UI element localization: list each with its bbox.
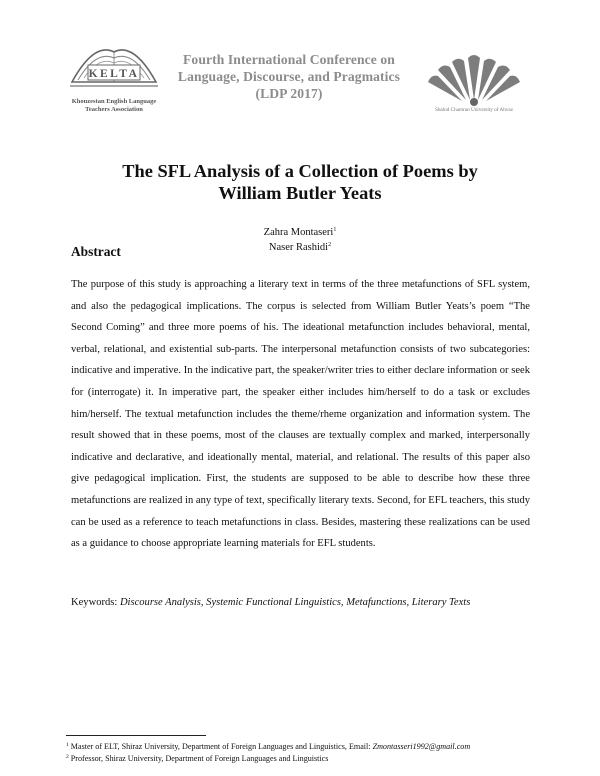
keywords-list: Discourse Analysis, Systemic Functional Linguistics, Metafunctions, Literary Texts [119, 597, 471, 608]
paper-title [40, 160, 560, 204]
paper-title-line1: The SFL Analysis of a Collection of Poems by [122, 161, 478, 181]
kelta-book-icon [64, 38, 164, 96]
conference-title-line1: Fourth International Conference on [183, 52, 395, 67]
footnote-2 [66, 752, 470, 764]
conference-title-line2: Language, Discourse, and Pragmatics [177, 69, 401, 84]
footnote-email-link[interactable]: Zmontasseri1992@gmail.com [372, 742, 471, 751]
footnotes [66, 740, 470, 764]
kelta-logo-text: KELTA [88, 68, 140, 80]
conference-title-line3: (LDP 2017) [255, 86, 323, 101]
author-1 [0, 224, 600, 239]
author-footnote-mark: 2 [328, 242, 332, 248]
footnote-mark: 2 [66, 754, 69, 761]
footnote-divider [66, 735, 206, 736]
keywords-label: Keywords: [71, 597, 118, 608]
university-logo [418, 44, 530, 113]
footnote-text: Master of ELT, Shiraz University, Department of Foreign Languages and Linguistics, Email: [70, 742, 373, 751]
paper-title-line2: William Butler Yeats [218, 183, 382, 203]
university-emblem-icon [418, 44, 530, 106]
footnote-text: Professor, Shiraz University, Department of Foreign Languages and Linguistics [70, 754, 329, 764]
footnote-mark: 1 [66, 742, 69, 748]
kelta-caption-line2: Teachers Association [85, 106, 143, 113]
author-name: Zahra Montaseri [263, 227, 334, 238]
author-name: Naser Rashidi [268, 242, 329, 253]
abstract-text: The purpose of this study is approaching a literary text in terms of the three metafunctions of SFL system, and also the pedagogical implications. The corpus is selected from William Butler Yeats’s poem “The Second Coming” and three more poems of his. The ideational metafunction includes behavioral, mental, verbal, relational, and existential sub-parts. The interpersonal metafunction consists of two subcategories: indicative and imperative. In the indicative part, the speaker/writer tries to either declare information or seek for (interrogate) it. In imperative part, the speaker either includes him/herself to do a task or excludes him/herself. The textual metafunction includes the theme/rheme organization and information system. The result showed that in these poems, most of the clauses are textually complex and marked, interpersonally indicative and declarative, and ideationally mental, material, and relational. The results of this paper also give pedagogical implication. First, the students are supposed to be able to describe how these three metafunctions are realized in any type of text, specifically literary texts. Second, for EFL teachers, this study can be used as a reference to teach metafunctions in class. Besides, mastering these realizations can be used as a guidance to choose appropriate learning materials for EFL students. [71, 279, 530, 550]
university-caption: Shahid Chamran University of Ahvaz [434, 107, 514, 113]
footnote-1 [66, 740, 470, 752]
keywords [71, 597, 470, 608]
author-footnote-mark: 1 [333, 227, 337, 233]
kelta-caption-line1: Khouzestan English Language [71, 98, 157, 105]
conference-title [166, 51, 412, 102]
abstract-heading: Abstract [71, 244, 121, 259]
kelta-logo [64, 38, 164, 114]
